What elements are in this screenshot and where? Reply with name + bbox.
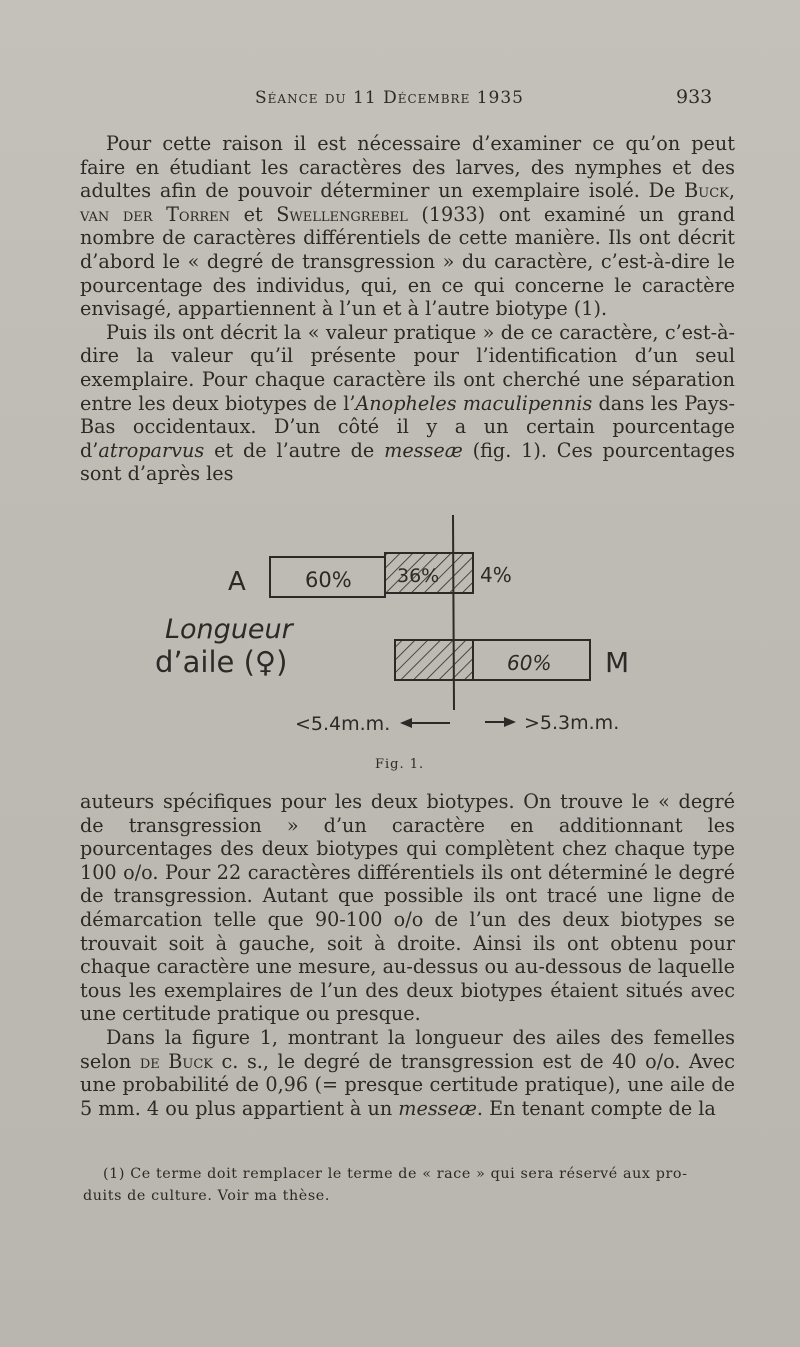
footnote-line-2: duits de culture. Voir ma thèse. [83, 1188, 330, 1204]
page-number: 933 [676, 86, 713, 108]
species-name: messeæ [384, 438, 463, 462]
text-run: Dans la figure 1, montrant la longueur des ailes des femelles selon [80, 1025, 735, 1073]
figure-1 [150, 510, 670, 742]
figure-caption: Fig. 1. [375, 757, 425, 772]
arrow-right-head [504, 717, 516, 727]
text-run: Pour cette raison il est nécessaire d’examiner ce qu’on peut faire en étudiant les caractères des larves, des nymphes et des adultes afin de pouvoir déterminer un exemplaire isolé. De [80, 132, 735, 203]
species-name: atroparvus [98, 438, 205, 462]
paragraph-2 [80, 321, 735, 486]
author-name: de Buck [139, 1049, 213, 1073]
text-run: Puis ils ont décrit la « valeur pratique » de ce caractère, c’est-à-dire la valeur qu’il présente pour l’identification d’un seul exemplaire. Pour chaque caractère ils ont cherché une séparation entre les deux biotypes de l’ [80, 320, 735, 415]
label-messeae: M [605, 646, 630, 679]
bar-m-hatched [395, 640, 473, 680]
figure-title-line1: Longueur [165, 614, 293, 645]
body-text-bottom [80, 790, 735, 1120]
author-name: Buck [684, 179, 729, 203]
text-run: et de l’autre de [204, 438, 385, 462]
text-run: dans les Pays-Bas occidentaux. D’un côté il y a un certain pourcentage d’ [80, 391, 736, 462]
paragraph-1 [80, 132, 735, 321]
author-name: van der Torren [80, 202, 231, 226]
paragraph-4 [80, 1026, 735, 1120]
text-run: et [230, 202, 277, 226]
label-atroparvus: A [228, 567, 246, 597]
arrow-left-head [400, 718, 412, 728]
bar-a-hatched-label: 36% [397, 565, 440, 587]
paragraph-3: auteurs spécifiques pour les deux biotypes. On trouve le « degré de transgression » d’un caractère en additionnant les pourcentages des deux biotypes qui complètent chez chaque type 100 o/o. Pour 22 caractères différentiels ils ont déterminé le degré de transgression. Autant que possible ils ont tracé une ligne de démarcation telle que 90-100 o/o de l’un des deux biotypes se trouvait soit à gauche, soit à droite. Ainsi ils ont obtenu pour chaque caractère une mesure, au-dessus ou au-dessous de laquelle tous les exemplaires de l’un des deux biotypes étaient situés avec une certitude pratique ou presque. [80, 790, 735, 1026]
bar-m-right-label: 60% [507, 651, 552, 675]
text-run: . En tenant compte de la [476, 1096, 716, 1120]
footnote-line-1: (1) Ce terme doit remplacer le terme de « race » qui sera réservé aux pro- [103, 1166, 688, 1182]
page-header [0, 88, 800, 118]
arrow-left-label: <5.4m.m. [295, 713, 391, 735]
body-text-top [80, 132, 735, 486]
bar-a-right-label: 4% [480, 563, 512, 587]
figure-drawing [150, 510, 670, 742]
species-name: messeæ [398, 1096, 477, 1120]
author-name: Swellengrebel [276, 202, 408, 226]
text-run: , [728, 179, 735, 203]
text-run: (fig. 1). Ces pourcentages sont d’après les [80, 438, 736, 486]
bar-a-left-label: 60% [305, 568, 352, 592]
running-title: Séance du 11 Décembre 1935 [255, 88, 524, 108]
species-name: Anopheles maculipennis [355, 391, 593, 415]
figure-title-line2: d’aile (♀) [155, 645, 288, 679]
text-run: (1933) ont examiné un grand nombre de caractères différentiels de cette manière. Ils ont décrit d’abord le « degré de transgression » du caractère, c’est-à-dire le pourcentage des individus, qui, en ce qui concerne le caractère envisagé, appartiennent à l’un et à l’autre biotype (1). [80, 202, 735, 321]
arrow-right-label: >5.3m.m. [524, 712, 620, 734]
footnote [83, 1163, 743, 1207]
text-run: c. s., le degré de transgression est de 40 o/o. Avec une probabilité de 0,96 (= presque certitude pratique), une aile de 5 mm. 4 ou plus appartient à un [80, 1049, 735, 1120]
